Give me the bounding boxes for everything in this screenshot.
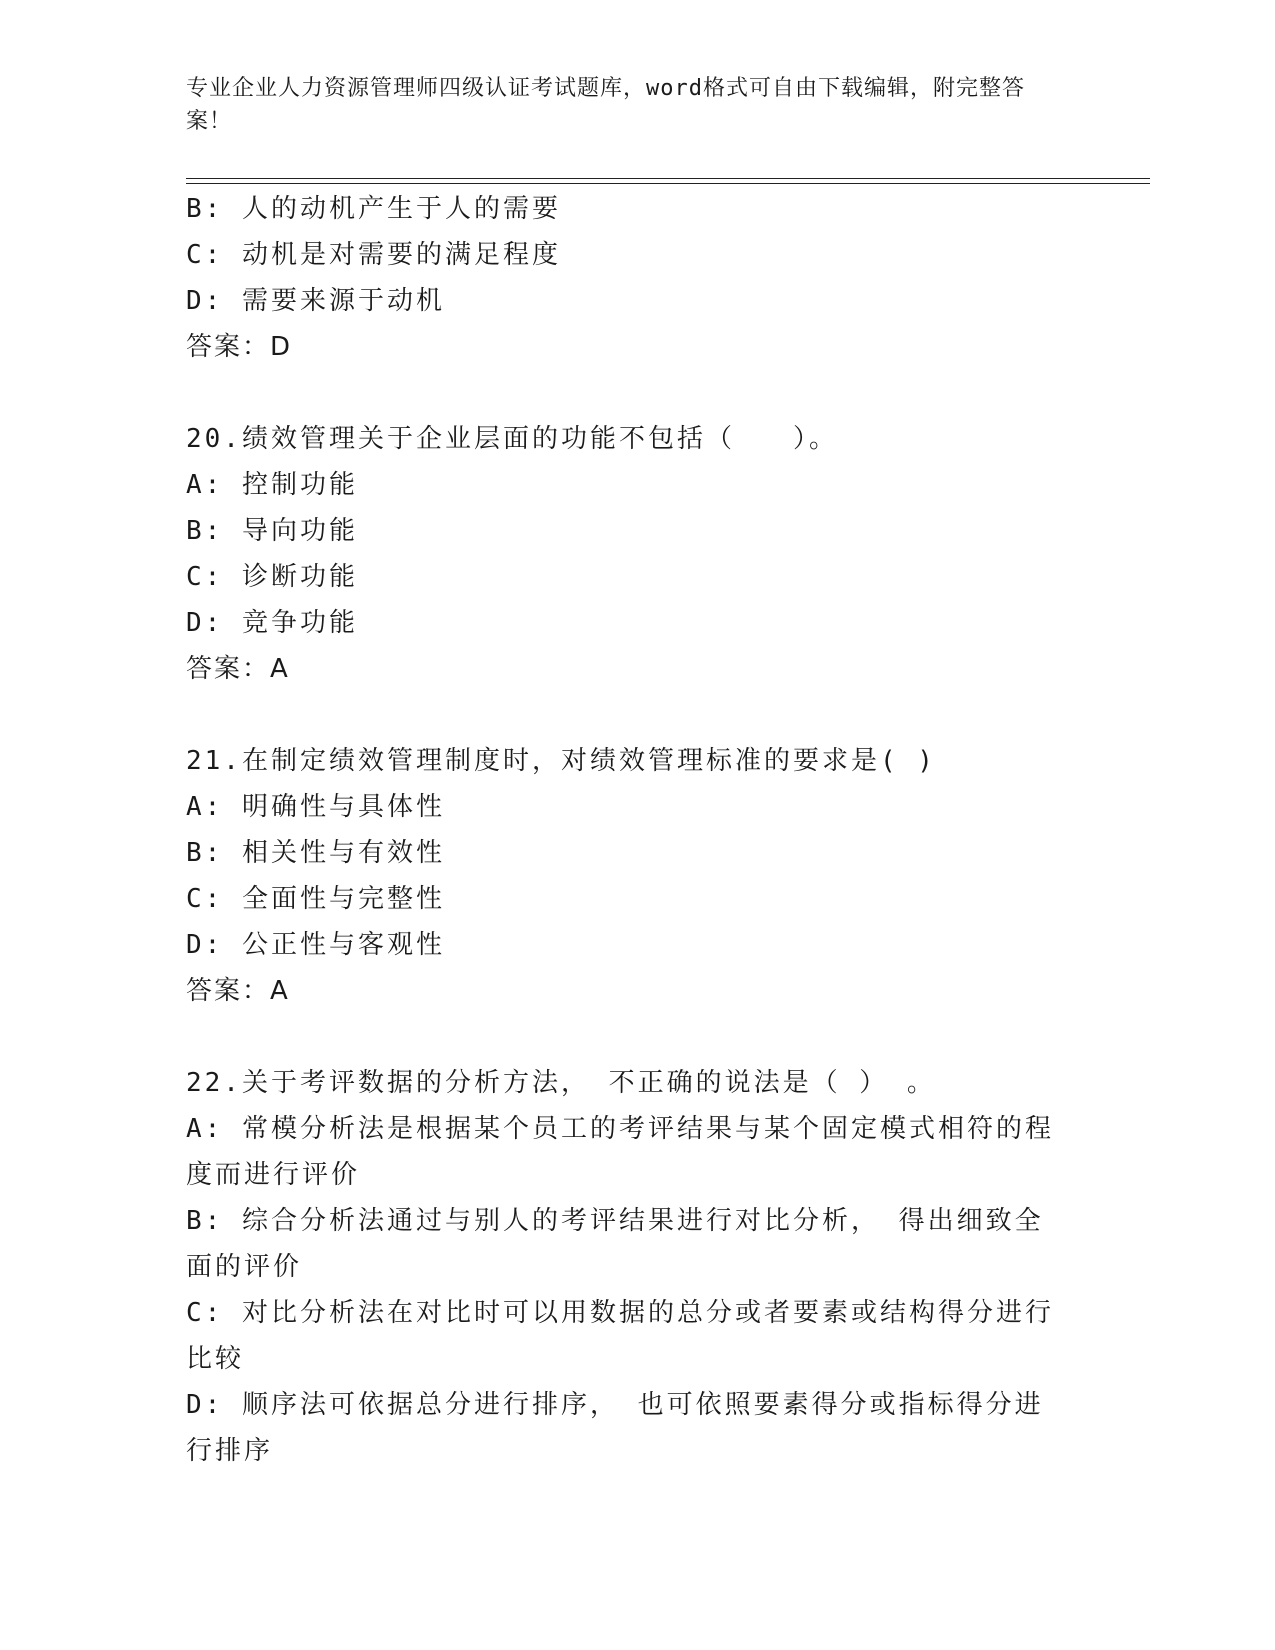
option-c: C: 全面性与完整性 — [186, 884, 445, 914]
option-b: B: 综合分析法通过与别人的考评结果进行对比分析， 得出细致全面的评价 — [186, 1206, 1044, 1282]
option-d: D: 竞争功能 — [186, 608, 358, 638]
question-20 — [186, 416, 1086, 692]
question-22 — [186, 1060, 1086, 1474]
exam-content — [186, 186, 1086, 1474]
answer: 答案：D — [186, 332, 293, 362]
option-b: B: 人的动机产生于人的需要 — [186, 194, 561, 224]
question-19-continued — [186, 186, 1086, 370]
option-b: B: 相关性与有效性 — [186, 838, 445, 868]
document-header: 专业企业人力资源管理师四级认证考试题库，word格式可自由下载编辑，附完整答案！ — [186, 76, 1025, 134]
option-c: C: 诊断功能 — [186, 562, 358, 592]
option-a: A: 明确性与具体性 — [186, 792, 445, 822]
question-stem: 20.绩效管理关于企业层面的功能不包括（ ）。 — [186, 424, 838, 454]
question-stem: 21.在制定绩效管理制度时，对绩效管理标准的要求是( ) — [186, 746, 936, 776]
option-c: C: 对比分析法在对比时可以用数据的总分或者要素或结构得分进行比较 — [186, 1298, 1054, 1374]
header-rule-bottom — [186, 183, 1150, 184]
option-b: B: 导向功能 — [186, 516, 358, 546]
option-a: A: 控制功能 — [186, 470, 358, 500]
header-rule-top — [186, 178, 1150, 179]
option-a: A: 常模分析法是根据某个员工的考评结果与某个固定模式相符的程度而进行评价 — [186, 1114, 1054, 1190]
option-d: D: 需要来源于动机 — [186, 286, 445, 316]
option-d: D: 公正性与客观性 — [186, 930, 445, 960]
option-d: D: 顺序法可依据总分进行排序， 也可依照要素得分或指标得分进行排序 — [186, 1390, 1044, 1466]
option-c: C: 动机是对需要的满足程度 — [186, 240, 561, 270]
answer: 答案：A — [186, 976, 290, 1006]
question-stem: 22.关于考评数据的分析方法， 不正确的说法是（ ） 。 — [186, 1068, 936, 1098]
answer: 答案：A — [186, 654, 290, 684]
question-21 — [186, 738, 1086, 1014]
